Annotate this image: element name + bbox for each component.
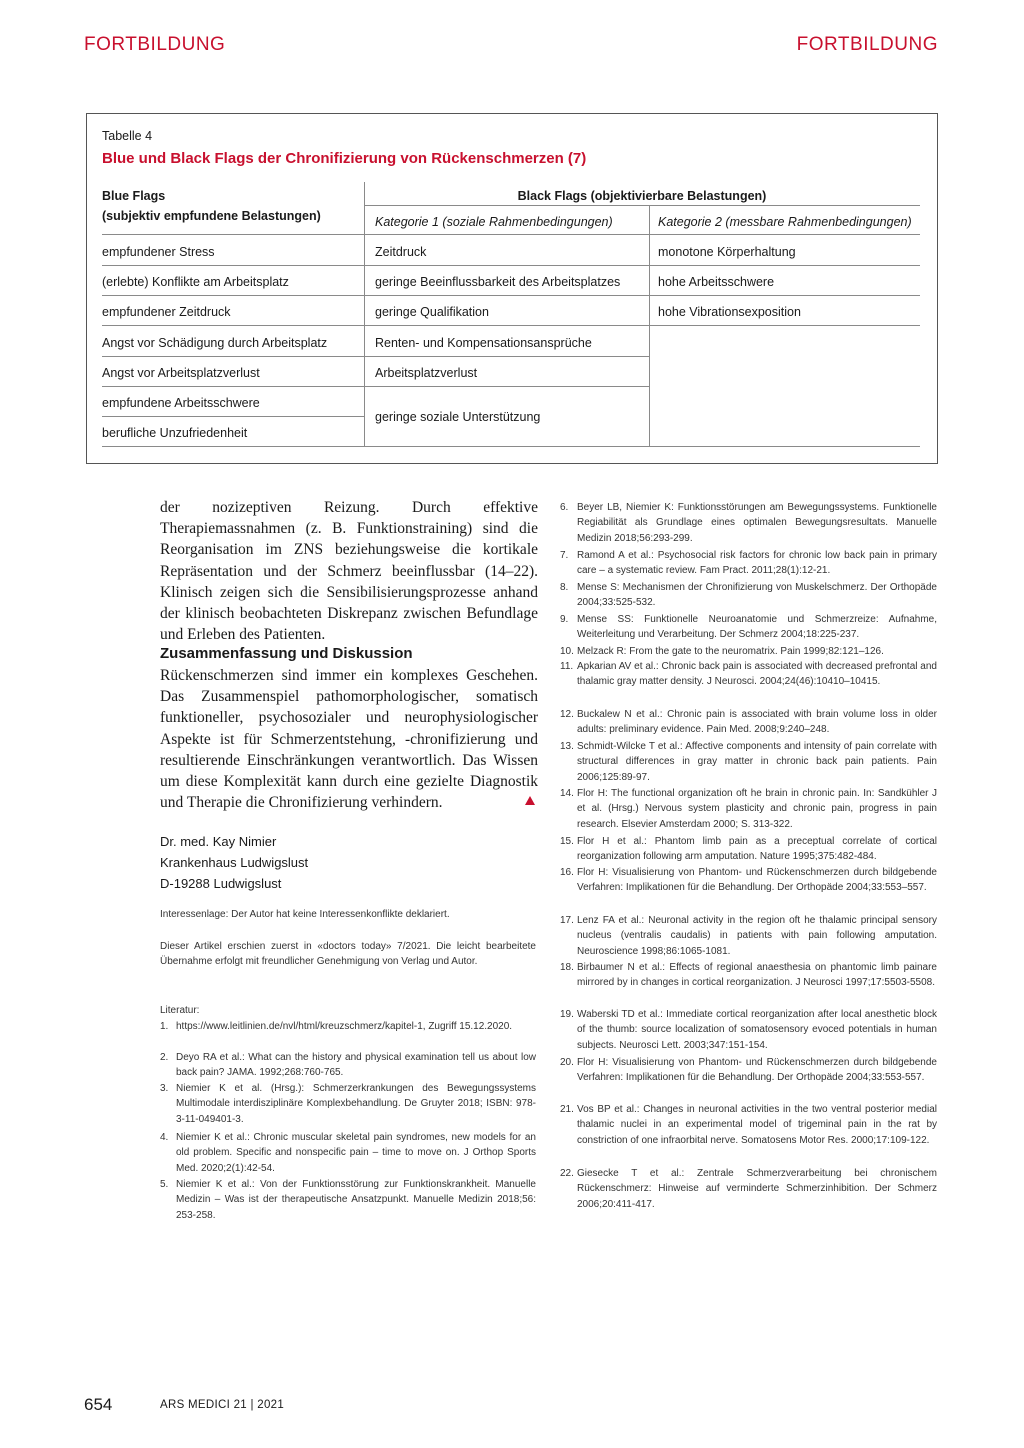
cat1-item-5: Arbeitsplatzverlust (375, 366, 478, 380)
ref-text: Deyo RA et al.: What can the history and physical examination tell us about low back pain? JAMA. 1992;268:760-765. (176, 1052, 536, 1079)
ref-number: 7. (560, 550, 569, 561)
author-name: Dr. med. Kay Nimier (160, 834, 277, 849)
reference-6 (560, 500, 937, 546)
cat1-item-3: geringe Qualifikation (375, 305, 489, 319)
blue-flag-5: Angst vor Arbeitsplatzverlust (102, 366, 260, 380)
ref-text: Apkarian AV et al.: Chronic back pain is associated with decreased prefrontal and thalamic gray matter density. J Neurosci. 2004;24(46):10410–10415. (577, 661, 937, 688)
ref-number: 4. (160, 1132, 169, 1143)
ref-text: Lenz FA et al.: Neuronal activity in the region oft he thalamic principal sensory nucleus (ventralis caudalis) in patients with pain following amputation. Neuroscience 1998;86:1065-1081. (577, 915, 937, 957)
reference-17 (560, 913, 937, 959)
table-bottom-rule (102, 446, 920, 447)
ref-text: Birbaumer N et al.: Effects of regional anaesthesia on phantomic limb painare mirrored by in changes in cortical reorganization. J Neurosci 1997;17:5503-5508. (577, 962, 937, 989)
ref-text: Flor H: Visualisierung von Phantom- und Rückenschmerzen durch bildgebende Verfahren: Implikationen für die Behandlung. Der Orthopäde 2004;33:553–557. (577, 867, 937, 894)
body-paragraph-1 (160, 497, 538, 645)
ref-number: 3. (160, 1083, 169, 1094)
col-divider-1 (364, 182, 365, 446)
ref-text: Beyer LB, Niemier K: Funktionsstörungen am Bewegungssystems. Funktionelle Regiabilität als Grundlage eines optimalen Bewegungsresultats. Manuelle Medizin 2018;56:293-299. (577, 502, 937, 544)
row-divider (102, 325, 920, 326)
blue-flag-3: empfundener Zeitdruck (102, 305, 231, 319)
ref-number: 11. (560, 661, 574, 672)
reference-4 (160, 1130, 536, 1176)
ref-number: 9. (560, 614, 569, 625)
reference-14 (560, 786, 937, 832)
ref-number: 15. (560, 836, 574, 847)
ref-text: Flor H: Visualisierung von Phantom- und Rückenschmerzen durch bildgebende Verfahren: Implikationen für die Behandlung. Der Orthopäde 2004;33:553-557. (577, 1057, 937, 1084)
row-divider (102, 416, 364, 417)
origin-note: Dieser Artikel erschien zuerst in «doctors today» 7/2021. Die leicht bearbeitete Übernahme erfolgt mit freundlicher Genehmigung von Verlag und Autor. (160, 941, 536, 967)
reference-2 (160, 1050, 536, 1081)
ref-number: 10. (560, 646, 574, 657)
ref-number: 14. (560, 788, 574, 799)
ref-text: Schmidt-Wilcke T et al.: Affective components and intensity of pain correlate with structural differences in gray matter in chronic back pain patients. Pain 2006;125:89-97. (577, 741, 937, 783)
ref-text: Niemier K et al.: Von der Funktionsstörung zur Funktionskrankheit. Manuelle Medizin – Was ist der therapeutische Ansatzpunkt. Manuelle Medizin 2018;56: 253-258. (176, 1179, 536, 1221)
ref-number: 2. (160, 1052, 169, 1063)
ref-text: Buckalew N et al.: Chronic pain is associated with brain volume loss in older adults: preliminary evidence. Pain Med. 2008;9:240–248. (577, 709, 937, 736)
ref-number: 8. (560, 582, 569, 593)
reference-8 (560, 580, 937, 611)
table-box (86, 113, 938, 464)
ref-number: 12. (560, 709, 574, 720)
cat1-item-1: Zeitdruck (375, 245, 427, 259)
ref-text: Flor H et al.: Phantom limb pain as a preceptual correlate of cortical reorganization following arm amputation. Nature 1995;375:482-484. (577, 836, 937, 863)
blue-flag-2: (erlebte) Konflikte am Arbeitsplatz (102, 275, 289, 289)
row-divider (102, 295, 920, 296)
row-divider (102, 386, 649, 387)
blue-flag-6: empfundene Arbeitsschwere (102, 396, 260, 410)
end-marker-icon (525, 796, 535, 805)
reference-13 (560, 739, 937, 785)
cat1-item-6: geringe soziale Unterstützung (375, 410, 541, 424)
ref-text: Ramond A et al.: Psychosocial risk factors for chronic low back pain in primary care – a systematic review. Fam Pract. 2011;28(1):12-21. (577, 550, 937, 577)
blue-flags-subhead: (subjektiv empfundene Belastungen) (102, 209, 321, 223)
reference-15 (560, 834, 937, 865)
reference-22 (560, 1166, 937, 1212)
blue-flag-4: Angst vor Schädigung durch Arbeitsplatz (102, 336, 328, 350)
ref-text: Niemier K et al.: Chronic muscular skeletal pain syndromes, new models for an old problem. Specific and nonspecific pain – time to move on. J Orthop Sports Med. 2020;2(1):42-54. (176, 1132, 536, 1174)
ref-number: 5. (160, 1179, 169, 1190)
reference-7 (560, 548, 937, 579)
ref-text: https://www.leitlinien.de/nvl/html/kreuzschmerz/kapitel-1, Zugriff 15.12.2020. (176, 1021, 513, 1032)
literature-label: Literatur: (160, 1005, 200, 1016)
blue-flag-1: empfundener Stress (102, 245, 215, 259)
category-2-head: Kategorie 2 (messbare Rahmenbedingungen) (658, 215, 912, 229)
reference-19 (560, 1007, 937, 1053)
ref-text: Flor H: The functional organization oft he brain in chronic pain. In: Sandkühler J et al. (Hrsg.) Nervous system plasticity and chronic pain, progress in pain research. Elsevier Amsterdam 2000; S. 313-322. (577, 788, 937, 830)
ref-number: 1. (160, 1021, 169, 1032)
reference-10 (560, 644, 937, 659)
ref-number: 13. (560, 741, 574, 752)
reference-1 (160, 1019, 536, 1034)
row-divider (102, 356, 649, 357)
ref-text: Niemier K et al. (Hrsg.): Schmerzerkrankungen des Bewegungssystems Multimodale interdisziplinäre Komplexbehandlung. De Gruyter 2018; ISBN: 978-3-11-049401-3. (176, 1083, 536, 1125)
author-block (160, 831, 308, 894)
ref-text: Vos BP et al.: Changes in neuronal activities in the two ventral posterior medial thalamic nuclei in an experimental model of trigeminal pain in the rat by constriction of one infraorbital nerve. Somatosens Motor Res. 2000;17:109-122. (577, 1104, 937, 1146)
ref-text: Mense S: Mechanismen der Chronifizierung von Muskelschmerz. Der Orthopäde 2004;33:525-532. (577, 582, 937, 609)
ref-text: Melzack R: From the gate to the neuromatrix. Pain 1999;82:121–126. (577, 646, 884, 657)
cat1-item-4: Renten- und Kompensationsansprüche (375, 336, 592, 350)
row-divider (102, 265, 920, 266)
section-header-right: FORTBILDUNG (796, 34, 938, 55)
reference-16 (560, 865, 937, 896)
row-divider (102, 234, 920, 235)
blue-flags-head: Blue Flags (102, 189, 166, 203)
paragraph-text: der nozizeptiven Reizung. Durch effektive Therapiemassnahmen (z. B. Funktionstraining) sind die Reorganisation im ZNS beziehungsweise die kortikale Repräsentation und der Schmerz beeinflussbar (14–22). Klinisch zeigen sich die Sensibilisierungsprozesse anhand der klinisch beobachteten Diskrepanz zwischen Befundlage und Erleben des Patienten. (160, 499, 538, 644)
cat2-item-2: hohe Arbeitsschwere (658, 275, 775, 289)
section-heading: Zusammenfassung und Diskussion (160, 645, 413, 662)
category-1-head: Kategorie 1 (soziale Rahmenbedingungen) (375, 215, 613, 229)
cat1-item-2: geringe Beeinflussbarkeit des Arbeitsplatzes (375, 275, 621, 289)
ref-text: Mense SS: Funktionelle Neuroanatomie und Schmerzreize: Aufnahme, Weiterleitung und Verarbeitung. Der Schmerz 2004;18:225-237. (577, 614, 937, 641)
ref-number: 6. (560, 502, 569, 513)
author-hospital: Krankenhaus Ludwigslust (160, 855, 309, 870)
header-divider (364, 205, 920, 206)
body-paragraph-2 (160, 665, 538, 813)
ref-number: 18. (560, 962, 574, 973)
ref-number: 22. (560, 1168, 574, 1179)
cat2-item-3: hohe Vibrationsexposition (658, 305, 801, 319)
ref-number: 19. (560, 1009, 574, 1020)
reference-21 (560, 1102, 937, 1148)
table-title: Blue und Black Flags der Chronifizierung von Rückenschmerzen (7) (102, 150, 587, 167)
black-flags-head: Black Flags (objektivierbare Belastungen) (517, 189, 767, 203)
reference-20 (560, 1055, 937, 1086)
reference-5 (160, 1177, 536, 1223)
ref-text: Waberski TD et al.: Immediate cortical reorganization after local anesthetic block of the thumb: source localization of somatosensory evoced potentials in human subjects. Neurosci Lett. 2003;347:151-154. (577, 1009, 937, 1051)
reference-11 (560, 659, 937, 690)
journal-source: ARS MEDICI 21 | 2021 (160, 1399, 285, 1411)
reference-3 (160, 1081, 536, 1127)
ref-number: 20. (560, 1057, 574, 1068)
author-city: D-19288 Ludwigslust (160, 876, 282, 891)
reference-12 (560, 707, 937, 738)
ref-text: Giesecke T et al.: Zentrale Schmerzverarbeitung bei chronischem Rückenschmerz: Hinweise auf verminderte Schmerzinhibition. Der Schmerz 2006;20:411-417. (577, 1168, 937, 1210)
conflict-note: Interessenlage: Der Autor hat keine Interessenkonflikte deklariert. (160, 909, 450, 920)
table-label: Tabelle 4 (102, 129, 153, 143)
cat2-item-1: monotone Körperhaltung (658, 245, 796, 259)
reference-18 (560, 960, 937, 991)
section-header-left: FORTBILDUNG (84, 34, 226, 55)
ref-number: 16. (560, 867, 574, 878)
page-number: 654 (84, 1395, 113, 1414)
blue-flag-7: berufliche Unzufriedenheit (102, 426, 248, 440)
ref-number: 21. (560, 1104, 574, 1115)
paragraph-text: Rückenschmerzen sind immer ein komplexes Geschehen. Das Zusammenspiel pathomorphologischer, somatisch funktioneller, psychosozialer und neurophysiologischer Aspekte ist für Schmerzentstehung, -chronifizierung und resultierende Einschränkungen verantwortlich. Das Wissen um diese Komplexität kann durch eine gezielte Diagnostik und Therapie die Chronifizierung verhindern. (160, 667, 538, 812)
reference-9 (560, 612, 937, 643)
ref-number: 17. (560, 915, 574, 926)
